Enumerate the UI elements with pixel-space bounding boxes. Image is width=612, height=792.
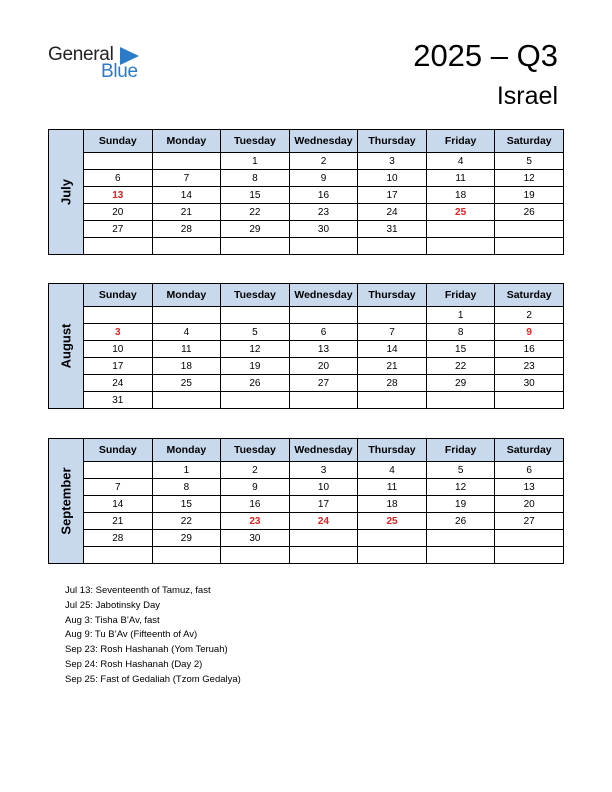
day-cell: 13 bbox=[495, 479, 564, 496]
logo bbox=[48, 44, 148, 84]
day-cell: 15 bbox=[152, 496, 221, 513]
country-name: Israel bbox=[496, 82, 558, 110]
month-name: July bbox=[58, 178, 74, 206]
day-cell: 7 bbox=[84, 479, 153, 496]
day-cell: 21 bbox=[152, 204, 221, 221]
day-cell: 13 bbox=[289, 341, 358, 358]
day-cell: 21 bbox=[358, 358, 427, 375]
day-cell bbox=[84, 462, 153, 479]
day-cell: 3 bbox=[358, 153, 427, 170]
day-cell bbox=[289, 392, 358, 409]
day-cell: 19 bbox=[495, 187, 564, 204]
day-cell: 2 bbox=[495, 307, 564, 324]
day-cell: 16 bbox=[289, 187, 358, 204]
day-cell: 3 bbox=[289, 462, 358, 479]
day-cell bbox=[152, 238, 221, 255]
day-cell bbox=[84, 547, 153, 564]
day-cell bbox=[358, 392, 427, 409]
day-cell: 18 bbox=[358, 496, 427, 513]
week-row bbox=[49, 547, 564, 564]
calendar-september bbox=[48, 438, 564, 564]
week-row bbox=[49, 307, 564, 324]
holiday-note: Sep 23: Rosh Hashanah (Yom Teruah) bbox=[65, 644, 228, 656]
day-cell: 9 bbox=[289, 170, 358, 187]
day-cell bbox=[495, 238, 564, 255]
month-label-cell bbox=[49, 439, 84, 564]
holiday-day-cell: 9 bbox=[495, 324, 564, 341]
day-cell: 26 bbox=[221, 375, 290, 392]
day-cell bbox=[221, 547, 290, 564]
weekday-header: Sunday bbox=[84, 439, 153, 462]
day-cell: 19 bbox=[426, 496, 495, 513]
day-cell: 8 bbox=[221, 170, 290, 187]
calendar-august bbox=[48, 283, 564, 409]
day-cell: 27 bbox=[495, 513, 564, 530]
day-cell: 28 bbox=[358, 375, 427, 392]
weekday-header-row bbox=[49, 284, 564, 307]
day-cell: 14 bbox=[152, 187, 221, 204]
day-cell: 2 bbox=[221, 462, 290, 479]
day-cell: 31 bbox=[84, 392, 153, 409]
weekday-header: Tuesday bbox=[221, 130, 290, 153]
week-row bbox=[49, 358, 564, 375]
day-cell bbox=[358, 547, 427, 564]
day-cell: 28 bbox=[84, 530, 153, 547]
holiday-day-cell: 13 bbox=[84, 187, 153, 204]
day-cell bbox=[152, 153, 221, 170]
day-cell: 4 bbox=[152, 324, 221, 341]
weekday-header: Monday bbox=[152, 284, 221, 307]
month-name: September bbox=[58, 467, 74, 535]
day-cell: 21 bbox=[84, 513, 153, 530]
holiday-day-cell: 24 bbox=[289, 513, 358, 530]
logo-general-text: General bbox=[48, 44, 114, 65]
day-cell: 7 bbox=[152, 170, 221, 187]
day-cell: 27 bbox=[289, 375, 358, 392]
day-cell: 18 bbox=[152, 358, 221, 375]
day-cell: 24 bbox=[84, 375, 153, 392]
week-row bbox=[49, 496, 564, 513]
day-cell: 4 bbox=[426, 153, 495, 170]
day-cell: 22 bbox=[426, 358, 495, 375]
day-cell: 12 bbox=[221, 341, 290, 358]
weekday-header-row bbox=[49, 439, 564, 462]
logo-blue-text: Blue bbox=[101, 61, 138, 82]
week-row bbox=[49, 153, 564, 170]
day-cell bbox=[426, 547, 495, 564]
weekday-header: Monday bbox=[152, 439, 221, 462]
day-cell: 1 bbox=[426, 307, 495, 324]
day-cell: 20 bbox=[289, 358, 358, 375]
day-cell: 10 bbox=[289, 479, 358, 496]
day-cell: 30 bbox=[495, 375, 564, 392]
day-cell: 17 bbox=[289, 496, 358, 513]
day-cell: 29 bbox=[152, 530, 221, 547]
day-cell: 31 bbox=[358, 221, 427, 238]
day-cell: 6 bbox=[289, 324, 358, 341]
day-cell: 16 bbox=[221, 496, 290, 513]
day-cell bbox=[495, 221, 564, 238]
weekday-header: Saturday bbox=[495, 130, 564, 153]
day-cell: 6 bbox=[84, 170, 153, 187]
weekday-header: Tuesday bbox=[221, 284, 290, 307]
day-cell: 24 bbox=[358, 204, 427, 221]
weekday-header-row bbox=[49, 130, 564, 153]
day-cell: 5 bbox=[495, 153, 564, 170]
day-cell bbox=[495, 547, 564, 564]
week-row bbox=[49, 392, 564, 409]
day-cell bbox=[358, 530, 427, 547]
weekday-header: Friday bbox=[426, 284, 495, 307]
week-row bbox=[49, 221, 564, 238]
day-cell bbox=[289, 547, 358, 564]
weekday-header: Saturday bbox=[495, 284, 564, 307]
day-cell: 29 bbox=[426, 375, 495, 392]
day-cell bbox=[152, 547, 221, 564]
week-row bbox=[49, 479, 564, 496]
holiday-note: Sep 25: Fast of Gedaliah (Tzom Gedalya) bbox=[65, 673, 241, 685]
day-cell: 23 bbox=[495, 358, 564, 375]
day-cell: 14 bbox=[84, 496, 153, 513]
day-cell: 22 bbox=[152, 513, 221, 530]
week-row bbox=[49, 375, 564, 392]
day-cell bbox=[426, 392, 495, 409]
day-cell: 17 bbox=[84, 358, 153, 375]
day-cell: 26 bbox=[426, 513, 495, 530]
month-label-cell bbox=[49, 284, 84, 409]
day-cell: 20 bbox=[84, 204, 153, 221]
day-cell bbox=[289, 307, 358, 324]
day-cell: 30 bbox=[221, 530, 290, 547]
day-cell bbox=[152, 307, 221, 324]
day-cell: 15 bbox=[221, 187, 290, 204]
weekday-header: Sunday bbox=[84, 284, 153, 307]
day-cell: 11 bbox=[358, 479, 427, 496]
day-cell: 22 bbox=[221, 204, 290, 221]
day-cell: 25 bbox=[152, 375, 221, 392]
day-cell: 14 bbox=[358, 341, 427, 358]
weekday-header: Wednesday bbox=[289, 284, 358, 307]
day-cell bbox=[84, 153, 153, 170]
day-cell bbox=[221, 392, 290, 409]
day-cell: 9 bbox=[221, 479, 290, 496]
holiday-day-cell: 25 bbox=[358, 513, 427, 530]
holiday-note: Sep 24: Rosh Hashanah (Day 2) bbox=[65, 658, 203, 670]
week-row bbox=[49, 462, 564, 479]
day-cell: 1 bbox=[221, 153, 290, 170]
day-cell: 2 bbox=[289, 153, 358, 170]
day-cell bbox=[426, 530, 495, 547]
week-row bbox=[49, 530, 564, 547]
day-cell: 8 bbox=[152, 479, 221, 496]
day-cell: 15 bbox=[426, 341, 495, 358]
holiday-day-cell: 25 bbox=[426, 204, 495, 221]
day-cell: 19 bbox=[221, 358, 290, 375]
month-name: August bbox=[58, 323, 74, 369]
holiday-notes bbox=[65, 584, 241, 688]
calendar-july bbox=[48, 129, 564, 255]
weekday-header: Saturday bbox=[495, 439, 564, 462]
day-cell bbox=[495, 392, 564, 409]
month-label-cell bbox=[49, 130, 84, 255]
day-cell: 10 bbox=[358, 170, 427, 187]
weekday-header: Sunday bbox=[84, 130, 153, 153]
day-cell bbox=[221, 307, 290, 324]
week-row bbox=[49, 341, 564, 358]
day-cell: 12 bbox=[495, 170, 564, 187]
weekday-header: Tuesday bbox=[221, 439, 290, 462]
weekday-header: Monday bbox=[152, 130, 221, 153]
day-cell bbox=[358, 307, 427, 324]
day-cell: 11 bbox=[426, 170, 495, 187]
day-cell bbox=[221, 238, 290, 255]
weekday-header: Thursday bbox=[358, 284, 427, 307]
day-cell: 29 bbox=[221, 221, 290, 238]
day-cell: 12 bbox=[426, 479, 495, 496]
holiday-day-cell: 3 bbox=[84, 324, 153, 341]
day-cell: 8 bbox=[426, 324, 495, 341]
week-row bbox=[49, 187, 564, 204]
day-cell: 20 bbox=[495, 496, 564, 513]
weekday-header: Friday bbox=[426, 439, 495, 462]
day-cell bbox=[289, 238, 358, 255]
week-row bbox=[49, 324, 564, 341]
holiday-note: Jul 25: Jabotinsky Day bbox=[65, 599, 161, 611]
day-cell bbox=[152, 392, 221, 409]
weekday-header: Wednesday bbox=[289, 439, 358, 462]
day-cell: 10 bbox=[84, 341, 153, 358]
weekday-header: Thursday bbox=[358, 439, 427, 462]
day-cell: 17 bbox=[358, 187, 427, 204]
week-row bbox=[49, 204, 564, 221]
day-cell bbox=[84, 238, 153, 255]
day-cell: 1 bbox=[152, 462, 221, 479]
day-cell: 5 bbox=[426, 462, 495, 479]
day-cell bbox=[426, 238, 495, 255]
day-cell: 16 bbox=[495, 341, 564, 358]
day-cell bbox=[426, 221, 495, 238]
day-cell: 11 bbox=[152, 341, 221, 358]
holiday-note: Jul 13: Seventeenth of Tamuz, fast bbox=[65, 585, 211, 596]
weekday-header: Wednesday bbox=[289, 130, 358, 153]
day-cell: 7 bbox=[358, 324, 427, 341]
week-row bbox=[49, 513, 564, 530]
day-cell: 27 bbox=[84, 221, 153, 238]
day-cell: 26 bbox=[495, 204, 564, 221]
day-cell bbox=[84, 307, 153, 324]
holiday-note: Aug 3: Tisha B’Av, fast bbox=[65, 614, 160, 626]
day-cell: 4 bbox=[358, 462, 427, 479]
day-cell: 28 bbox=[152, 221, 221, 238]
day-cell: 18 bbox=[426, 187, 495, 204]
weekday-header: Friday bbox=[426, 130, 495, 153]
page-title: 2025 – Q3 bbox=[413, 38, 558, 73]
weekday-header: Thursday bbox=[358, 130, 427, 153]
day-cell: 23 bbox=[289, 204, 358, 221]
week-row bbox=[49, 238, 564, 255]
day-cell: 6 bbox=[495, 462, 564, 479]
week-row bbox=[49, 170, 564, 187]
day-cell bbox=[495, 530, 564, 547]
holiday-day-cell: 23 bbox=[221, 513, 290, 530]
day-cell: 5 bbox=[221, 324, 290, 341]
holiday-note: Aug 9: Tu B’Av (Fifteenth of Av) bbox=[65, 629, 198, 641]
day-cell bbox=[289, 530, 358, 547]
day-cell: 30 bbox=[289, 221, 358, 238]
day-cell bbox=[358, 238, 427, 255]
